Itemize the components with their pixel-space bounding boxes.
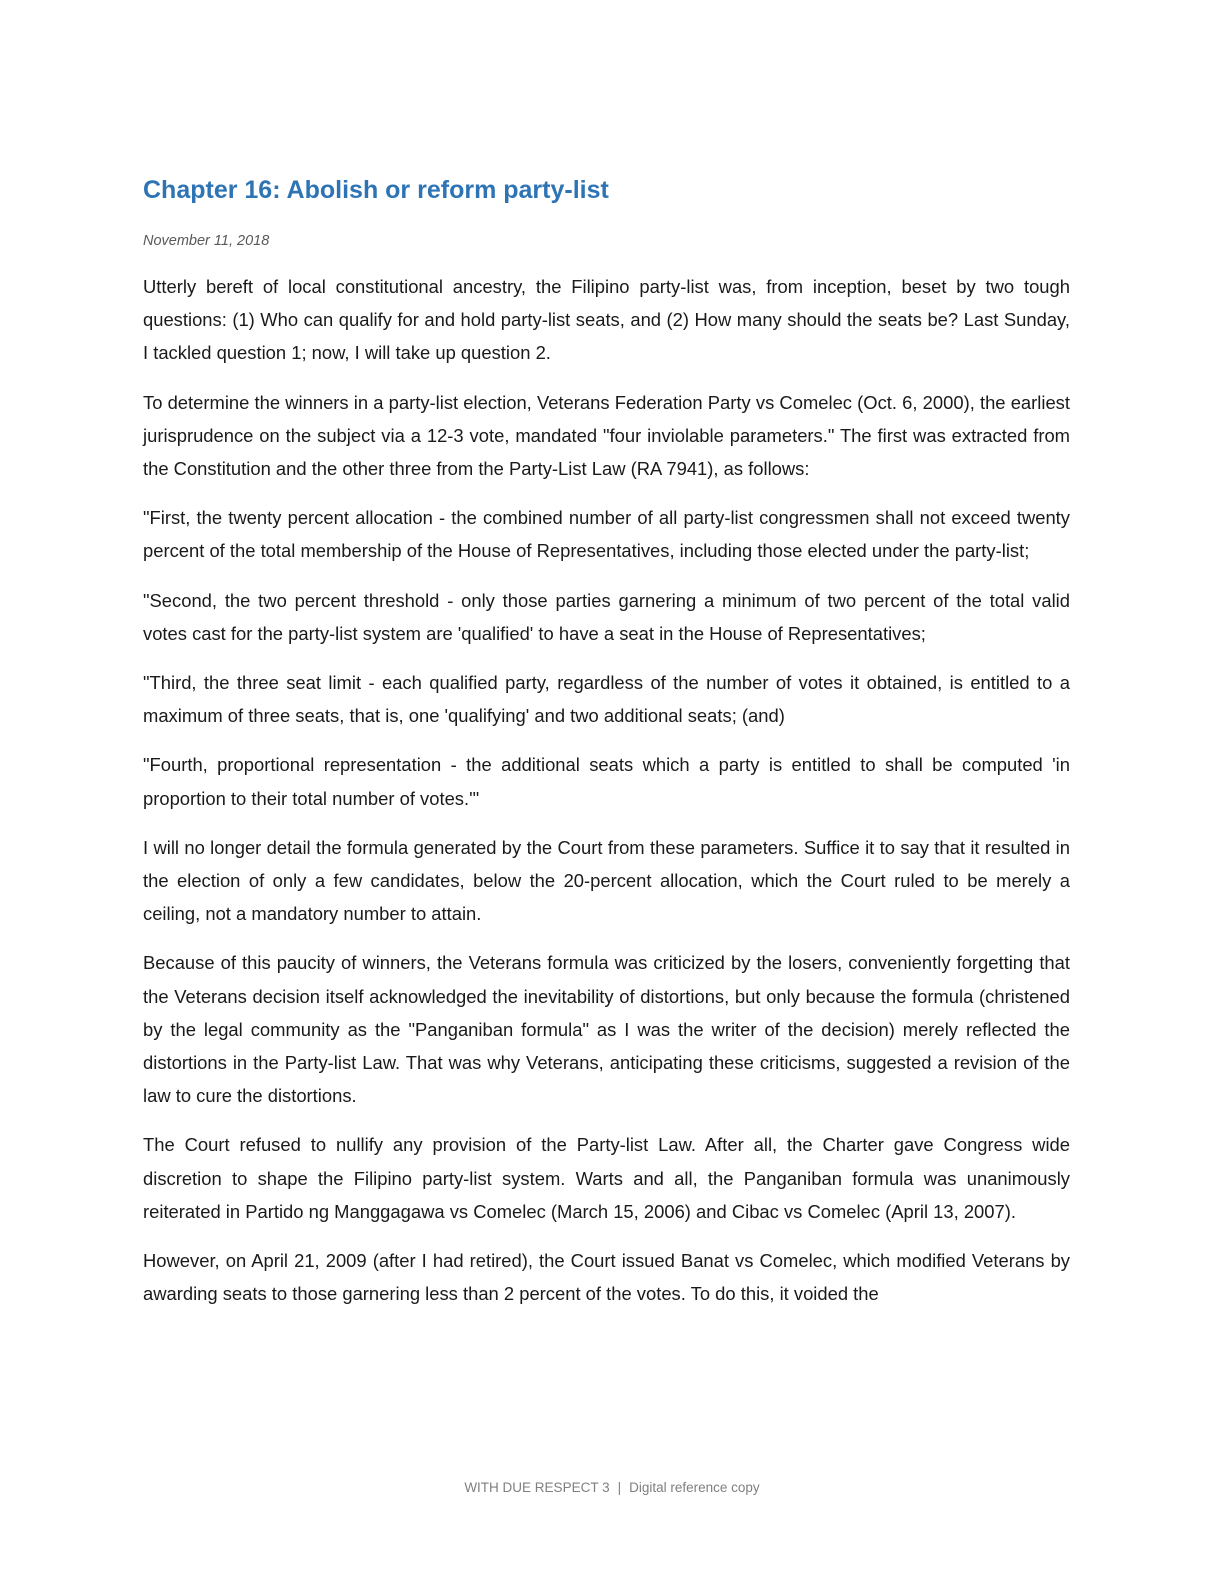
body-paragraph: I will no longer detail the formula generated by the Court from these parameters. Suffice it to say that it resulted in the election of only a few candidates, below the 20-percent allocation, which the Court ruled to be merely a ceiling, not a mandatory number to attain.	[143, 836, 1070, 925]
body-paragraph: "Second, the two percent threshold - only those parties garnering a minimum of two percent of the total valid votes cast for the party-list system are 'qualified' to have a seat in the House of Representatives;	[143, 589, 1070, 644]
publication-date: November 11, 2018	[143, 233, 270, 249]
body-paragraph: However, on April 21, 2009 (after I had retired), the Court issued Banat vs Comelec, which modified Veterans by awarding seats to those garnering less than 2 percent of the votes. To do this, it voided the	[143, 1250, 1070, 1305]
body-paragraph: To determine the winners in a party-list election, Veterans Federation Party vs Comelec (Oct. 6, 2000), the earliest jurisprudence on the subject via a 12-3 vote, mandated "four inviolable parameters." The first was extracted from the Constitution and the other three from the Party-List Law (RA 7941), as follows:	[143, 391, 1070, 480]
footer-copy-note: Digital reference copy	[629, 1480, 760, 1495]
footer-separator: |	[617, 1480, 622, 1495]
body-paragraph: "Fourth, proportional representation - the additional seats which a party is entitled to shall be computed 'in proportion to their total number of votes.'"	[143, 754, 1070, 809]
footer-running-title: WITH DUE RESPECT 3	[464, 1480, 610, 1495]
page-footer	[0, 1478, 1224, 1498]
body-paragraph: "First, the twenty percent allocation - the combined number of all party-list congressmen shall not exceed twenty percent of the total membership of the House of Representatives, including those elected under the party-list;	[143, 507, 1070, 562]
body-paragraph: The Court refused to nullify any provision of the Party-list Law. After all, the Charter gave Congress wide discretion to shape the Filipino party-list system. Warts and all, the Panganiban formula was unanimously reiterated in Partido ng Manggagawa vs Comelec (March 15, 2006) and Cibac vs Comelec (April 13, 2007).	[143, 1134, 1070, 1222]
document-page	[143, 170, 1070, 1326]
body-paragraph: Because of this paucity of winners, the Veterans formula was criticized by the losers, conveniently forgetting that the Veterans decision itself acknowledged the inevitability of distortions, but only because the formula (christened by the legal community as the "Panganiban formula" as I was the writer of the decision) merely reflected the distortions in the Party-list Law. That was why Veterans, anticipating these criticisms, suggested a revision of the law to cure the distortions.	[143, 952, 1070, 1107]
chapter-title: Chapter 16: Abolish or reform party-list	[143, 176, 609, 204]
body-paragraph: "Third, the three seat limit - each qualified party, regardless of the number of votes it obtained, is entitled to a maximum of three seats, that is, one 'qualifying' and two additional seats; (and)	[143, 672, 1070, 727]
body-paragraph: Utterly bereft of local constitutional ancestry, the Filipino party-list was, from inception, beset by two tough questions: (1) Who can qualify for and hold party-list seats, and (2) How many should the seats be? Last Sunday, I tackled question 1; now, I will take up question 2.	[143, 276, 1070, 364]
